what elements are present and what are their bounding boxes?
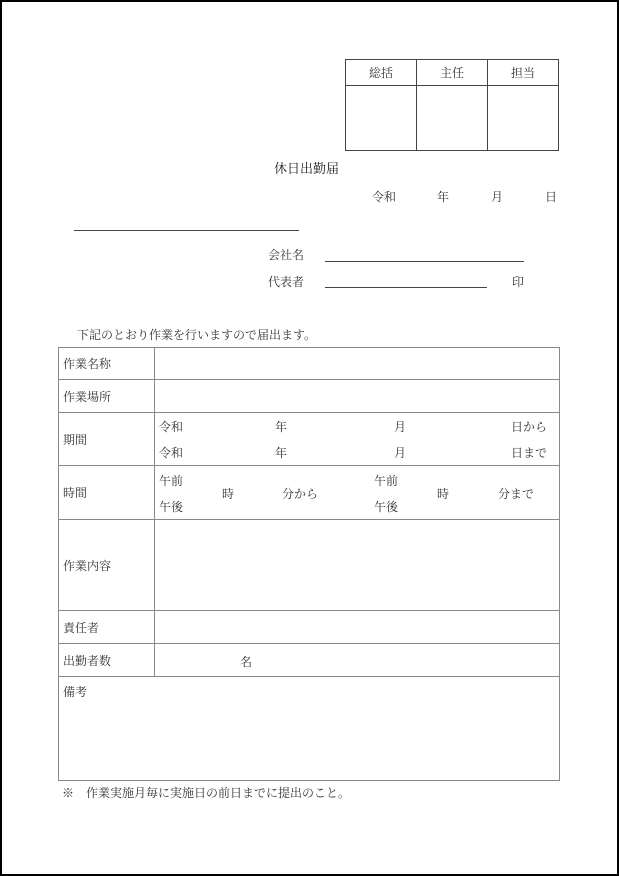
period-from-day: 日から bbox=[511, 420, 548, 434]
period-field[interactable] bbox=[155, 413, 560, 466]
submission-note: ※ 作業実施月毎に実施日の前日までに提出のこと。 bbox=[62, 786, 351, 800]
intro-text: 下記のとおり作業を行いますので届出ます。 bbox=[77, 328, 317, 342]
work-place-label: 作業場所 bbox=[59, 380, 155, 413]
date-era: 令和 bbox=[372, 190, 397, 204]
row-work-place bbox=[59, 380, 560, 413]
seal-mark: 印 bbox=[512, 275, 525, 289]
work-name-field[interactable] bbox=[155, 348, 560, 380]
time-from-am: 午前 bbox=[159, 474, 184, 488]
time-label: 時間 bbox=[59, 466, 155, 520]
stamp-label-staff: 担当 bbox=[488, 60, 559, 86]
date-day-unit: 日 bbox=[545, 190, 558, 204]
row-time bbox=[59, 466, 560, 520]
company-name-line[interactable] bbox=[325, 261, 524, 262]
representative-label: 代表者 bbox=[268, 275, 305, 289]
period-to-era: 令和 bbox=[159, 446, 184, 460]
work-name-label: 作業名称 bbox=[59, 348, 155, 380]
date-month-unit: 月 bbox=[491, 190, 504, 204]
time-to-hour: 時 bbox=[437, 487, 450, 501]
period-to-day: 日まで bbox=[511, 446, 548, 460]
remarks-field[interactable] bbox=[59, 677, 560, 781]
time-from-pm: 午後 bbox=[159, 500, 184, 514]
time-to-minute: 分まで bbox=[498, 487, 535, 501]
row-content bbox=[59, 520, 560, 611]
addressee-line[interactable] bbox=[74, 230, 299, 231]
time-to-pm: 午後 bbox=[374, 500, 399, 514]
stamp-label-chief: 主任 bbox=[417, 60, 488, 86]
document-title: 休日出勤届 bbox=[274, 162, 340, 177]
row-manager bbox=[59, 611, 560, 644]
manager-field[interactable] bbox=[155, 611, 560, 644]
attendees-unit: 名 bbox=[240, 655, 253, 669]
time-to-am: 午前 bbox=[374, 474, 399, 488]
company-label: 会社名 bbox=[268, 248, 305, 262]
approval-stamp-table bbox=[345, 59, 559, 151]
period-from-year: 年 bbox=[275, 420, 288, 434]
period-from-era: 令和 bbox=[159, 420, 184, 434]
attendees-field[interactable] bbox=[155, 644, 560, 677]
period-to-month: 月 bbox=[394, 446, 407, 460]
time-from-minute: 分から bbox=[282, 487, 319, 501]
period-from-month: 月 bbox=[394, 420, 407, 434]
content-label: 作業内容 bbox=[59, 520, 155, 611]
manager-label: 責任者 bbox=[59, 611, 155, 644]
representative-line[interactable] bbox=[325, 287, 487, 288]
attendees-label: 出勤者数 bbox=[59, 644, 155, 677]
row-remarks bbox=[59, 677, 560, 781]
stamp-box-staff[interactable] bbox=[488, 86, 559, 151]
application-form-table bbox=[58, 347, 560, 781]
content-field[interactable] bbox=[155, 520, 560, 611]
date-year-unit: 年 bbox=[437, 190, 450, 204]
period-to-year: 年 bbox=[275, 446, 288, 460]
stamp-box-chief[interactable] bbox=[417, 86, 488, 151]
stamp-label-general: 総括 bbox=[346, 60, 417, 86]
stamp-box-general[interactable] bbox=[346, 86, 417, 151]
time-field[interactable] bbox=[155, 466, 560, 520]
row-attendees bbox=[59, 644, 560, 677]
row-period bbox=[59, 413, 560, 466]
period-label: 期間 bbox=[59, 413, 155, 466]
time-from-hour: 時 bbox=[222, 487, 235, 501]
work-place-field[interactable] bbox=[155, 380, 560, 413]
remarks-label: 備考 bbox=[63, 685, 88, 699]
row-work-name bbox=[59, 348, 560, 380]
